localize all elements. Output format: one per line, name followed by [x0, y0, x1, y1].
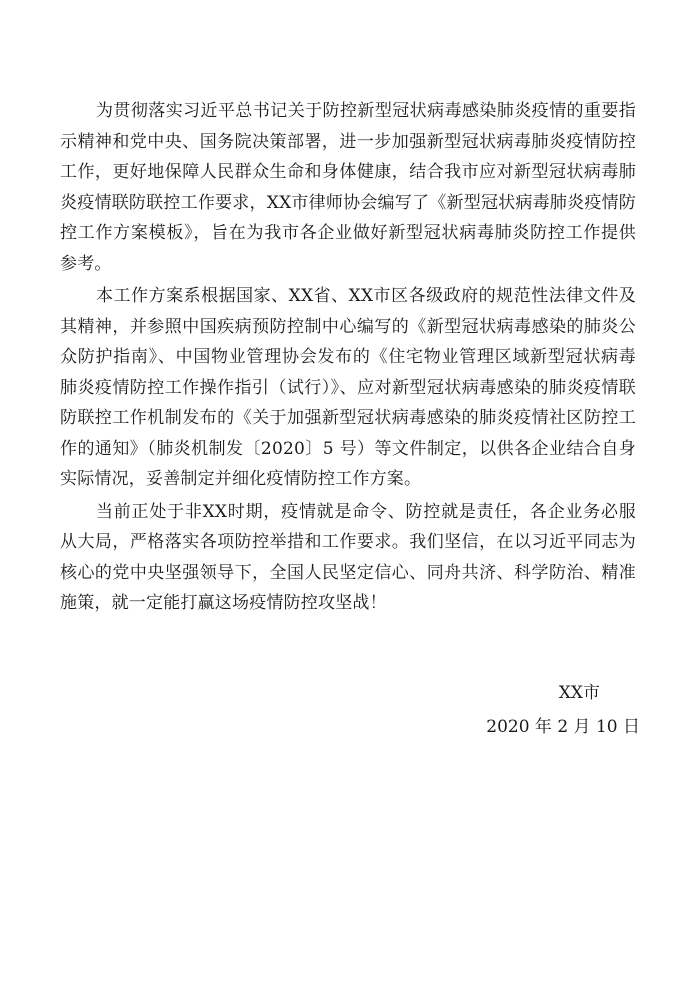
- signature-date: 2020 年 2 月 10 日: [486, 717, 640, 737]
- paragraph-1: 为贯彻落实习近平总书记关于防控新型冠状病毒感染肺炎疫情的重要指示精神和党中央、国务院决策部署，进一步加强新型冠状病毒肺炎疫情防控工作，更好地保障人民群众生命和身体健康，结合我市应对新型冠状病毒肺炎疫情联防联控工作要求，XX市律师协会编写了《新型冠状病毒肺炎疫情防控工作方案模板》，旨在为我市各企业做好新型冠状病毒肺炎防控工作提供参考。: [60, 101, 636, 274]
- document-body: [60, 96, 636, 619]
- signature-org: XX市: [558, 683, 600, 703]
- paragraph-2: 本工作方案系根据国家、XX省、XX市区各级政府的规范性法律文件及其精神，并参照中国疾病预防控制中心编写的《新型冠状病毒感染的肺炎公众防护指南》、中国物业管理协会发布的《住宅物业管理区域新型冠状病毒肺炎疫情防控工作操作指引（试行）》、应对新型冠状病毒感染的肺炎疫情联防联控工作机制发布的《关于加强新型冠状病毒感染的肺炎疫情社区防控工作的通知》（肺炎机制发〔2020〕5 号）等文件制定，以供各企业结合自身实际情况，妥善制定并细化疫情防控工作方案。: [60, 286, 636, 489]
- paragraph-3: 当前正处于非XX时期，疫情就是命令、防控就是责任，各企业务必服从大局，严格落实各项防控举措和工作要求。我们坚信，在以习近平同志为核心的党中央坚强领导下，全国人民坚定信心、同舟共济、科学防治、精准施策，就一定能打赢这场疫情防控攻坚战！: [60, 501, 636, 613]
- signature-block: [486, 676, 640, 744]
